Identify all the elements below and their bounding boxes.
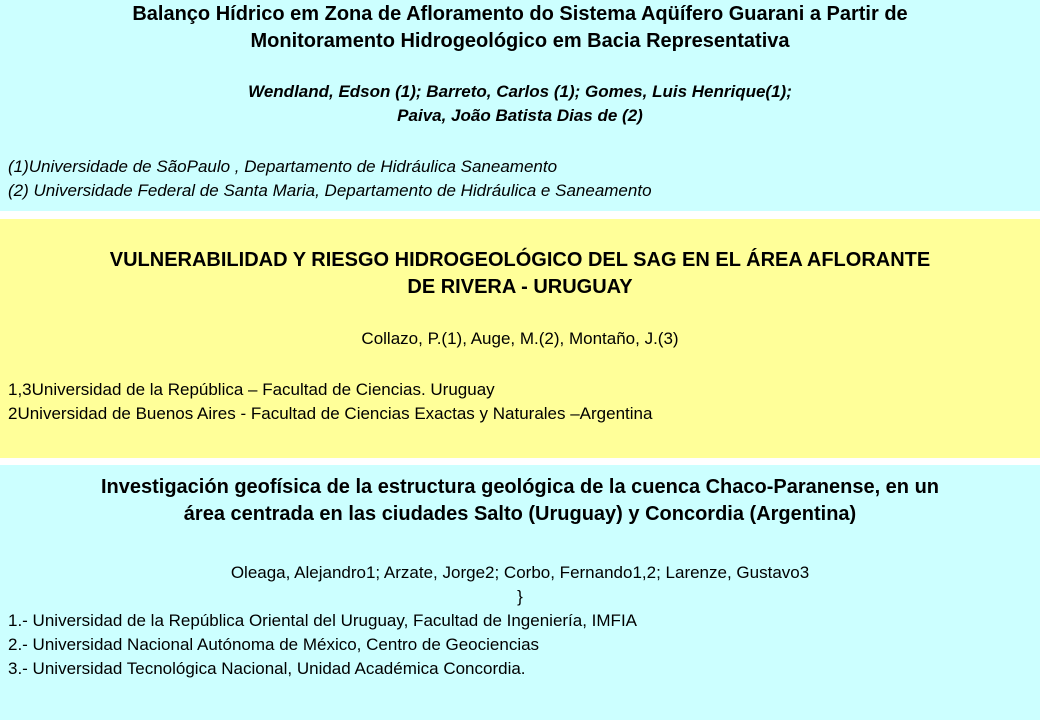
entry-2-title: [0, 247, 1040, 301]
entry-2-block: [0, 219, 1040, 458]
entry-2-authors: Collazo, P.(1), Auge, M.(2), Montaño, J.(3): [361, 329, 679, 348]
entry-2-affiliations: [8, 378, 1028, 426]
entry-1-title: [0, 1, 1040, 55]
entry-3-affiliation-line: 1.- Universidad de la República Oriental del Uruguay, Facultad de Ingeniería, IMFIA: [8, 611, 638, 630]
entry-3-block: [0, 465, 1040, 720]
entry-3-authors: [0, 561, 1040, 609]
entry-1-authors-line: Paiva, João Batista Dias de (2): [397, 106, 643, 125]
entry-3-authors-line: Oleaga, Alejandro1; Arzate, Jorge2; Corbo, Fernando1,2; Larenze, Gustavo3: [230, 563, 810, 582]
entry-1-title-line: Monitoramento Hidrogeológico em Bacia Representativa: [250, 30, 790, 52]
entry-3-title: [0, 474, 1040, 528]
entry-2-title-line: VULNERABILIDAD Y RIESGO HIDROGEOLÓGICO DEL SAG EN EL ÁREA AFLORANTE: [109, 249, 931, 271]
entry-3-authors-line: }: [517, 587, 523, 606]
entry-1-authors: [0, 80, 1040, 128]
entry-1-affiliation-line: (1)Universidade de SãoPaulo , Departamento de Hidráulica Saneamento: [8, 157, 558, 176]
entry-1-block: [0, 0, 1040, 211]
entry-1-affiliations: [8, 155, 1028, 203]
entry-2-affiliation-line: 1,3Universidad de la República – Facultad de Ciencias. Uruguay: [8, 380, 495, 399]
entry-2-affiliation-line: 2Universidad de Buenos Aires - Facultad de Ciencias Exactas y Naturales –Argentina: [8, 404, 653, 423]
entry-2-title-line: DE RIVERA - URUGUAY: [407, 276, 633, 298]
entry-1-title-line: Balanço Hídrico em Zona de Afloramento do Sistema Aqüífero Guarani a Partir de: [132, 3, 908, 25]
entry-1-affiliation-line: (2) Universidade Federal de Santa Maria, Departamento de Hidráulica e Saneamento: [8, 181, 652, 200]
entry-3-title-line: Investigación geofísica de la estructura geológica de la cuenca Chaco-Paranense, en un: [100, 476, 940, 498]
entry-3-title-line: área centrada en las ciudades Salto (Uruguay) y Concordia (Argentina): [183, 503, 857, 525]
entry-1-authors-line: Wendland, Edson (1); Barreto, Carlos (1); Gomes, Luis Henrique(1);: [248, 82, 792, 101]
entry-3-affiliation-line: 2.- Universidad Nacional Autónoma de México, Centro de Geociencias: [8, 635, 540, 654]
entry-3-affiliation-line: 3.- Universidad Tecnológica Nacional, Unidad Académica Concordia.: [8, 659, 526, 678]
entry-3-affiliations: [8, 609, 1028, 681]
